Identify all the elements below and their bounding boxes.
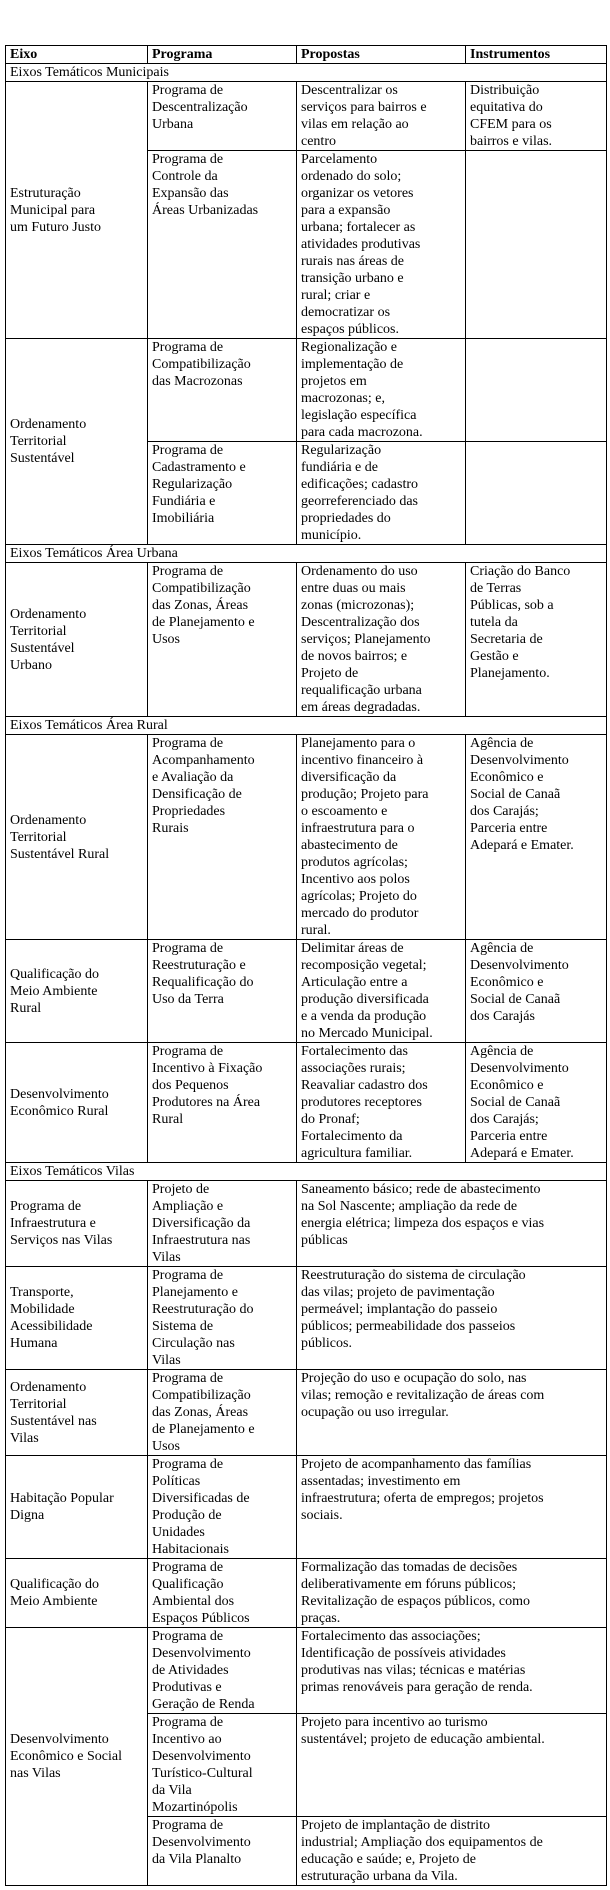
table-row xyxy=(6,1181,607,1267)
section-row xyxy=(6,717,607,735)
eixo-cell: Habitação Popular Digna xyxy=(6,1456,148,1559)
programa-cell: Programa de Planejamento e Reestruturação do Sistema de Circulação nas Vilas xyxy=(148,1267,297,1370)
eixo-cell: Ordenamento Territorial Sustentável xyxy=(6,339,148,545)
table-body xyxy=(6,64,607,1886)
header-instrumentos: Instrumentos xyxy=(466,46,607,64)
instrumentos-cell xyxy=(466,151,607,339)
table-row xyxy=(6,940,607,1043)
header-propostas: Propostas xyxy=(297,46,466,64)
table-row xyxy=(6,1043,607,1163)
programa-cell: Programa de Incentivo ao Desenvolvimento Turístico-Cultural da Vila Mozartinópolis xyxy=(148,1714,297,1817)
propostas-cell: Regionalização e implementação de projetos em macrozonas; e, legislação específica para cada macrozona. xyxy=(297,339,466,442)
instrumentos-cell: Agência de Desenvolvimento Econômico e Social de Canaã dos Carajás xyxy=(466,940,607,1043)
section-row xyxy=(6,545,607,563)
programa-cell: Programa de Controle da Expansão das Áreas Urbanizadas xyxy=(148,151,297,339)
section-row xyxy=(6,64,607,82)
table-row xyxy=(6,339,607,442)
section-row xyxy=(6,1163,607,1181)
programa-cell: Projeto de Ampliação e Diversificação da Infraestrutura nas Vilas xyxy=(148,1181,297,1267)
programa-cell: Programa de Compatibilização das Zonas, Áreas de Planejamento e Usos xyxy=(148,563,297,717)
eixo-cell: Estruturação Municipal para um Futuro Justo xyxy=(6,82,148,339)
programa-cell: Programa de Acompanhamento e Avaliação da Densificação de Propriedades Rurais xyxy=(148,735,297,940)
table-row xyxy=(6,735,607,940)
propostas-cell: Ordenamento do uso entre duas ou mais zonas (microzonas); Descentralização dos serviços; Planejamento de novos bairros; e Projeto de requalificação urbana em áreas degradadas. xyxy=(297,563,466,717)
header-eixo: Eixo xyxy=(6,46,148,64)
instrumentos-cell: Agência de Desenvolvimento Econômico e Social de Canaã dos Carajás; Parceria entre Adepará e Emater. xyxy=(466,735,607,940)
table-row xyxy=(6,1559,607,1628)
table-row xyxy=(6,1370,607,1456)
programa-cell: Programa de Descentralização Urbana xyxy=(148,82,297,151)
propostas-cell: Projeto para incentivo ao turismo sustentável; projeto de educação ambiental. xyxy=(297,1714,607,1817)
instrumentos-cell xyxy=(466,339,607,442)
table-row xyxy=(6,82,607,151)
section-title: Eixos Temáticos Municipais xyxy=(6,64,607,82)
header-programa: Programa xyxy=(148,46,297,64)
table-row xyxy=(6,1456,607,1559)
programa-cell: Programa de Reestruturação e Requalificação do Uso da Terra xyxy=(148,940,297,1043)
propostas-cell: Projeto de acompanhamento das famílias assentadas; investimento em infraestrutura; oferta de empregos; projetos sociais. xyxy=(297,1456,607,1559)
eixo-cell: Programa de Infraestrutura e Serviços nas Vilas xyxy=(6,1181,148,1267)
propostas-cell: Fortalecimento das associações; Identificação de possíveis atividades produtivas nas vilas; técnicas e matérias primas renováveis para geração de renda. xyxy=(297,1628,607,1714)
table-row xyxy=(6,1628,607,1714)
propostas-cell: Saneamento básico; rede de abastecimento na Sol Nascente; ampliação da rede de energia elétrica; limpeza dos espaços e vias públicas xyxy=(297,1181,607,1267)
eixos-table xyxy=(5,45,607,1886)
programa-cell: Programa de Desenvolvimento da Vila Planalto xyxy=(148,1817,297,1886)
programa-cell: Programa de Incentivo à Fixação dos Pequenos Produtores na Área Rural xyxy=(148,1043,297,1163)
propostas-cell: Projeto de implantação de distrito industrial; Ampliação dos equipamentos de educação e saúde; e, Projeto de estruturação urbana da Vila. xyxy=(297,1817,607,1886)
propostas-cell: Formalização das tomadas de decisões deliberativamente em fóruns públicos; Revitalização de espaços públicos, como praças. xyxy=(297,1559,607,1628)
eixo-cell: Transporte, Mobilidade Acessibilidade Humana xyxy=(6,1267,148,1370)
propostas-cell: Delimitar áreas de recomposição vegetal; Articulação entre a produção diversificada e a venda da produção no Mercado Municipal. xyxy=(297,940,466,1043)
instrumentos-cell: Agência de Desenvolvimento Econômico e Social de Canaã dos Carajás; Parceria entre Adepará e Emater. xyxy=(466,1043,607,1163)
instrumentos-cell: Distribuição equitativa do CFEM para os bairros e vilas. xyxy=(466,82,607,151)
propostas-cell: Fortalecimento das associações rurais; Reavaliar cadastro dos produtores receptores do Pronaf; Fortalecimento da agricultura familiar. xyxy=(297,1043,466,1163)
eixo-cell: Desenvolvimento Econômico e Social nas Vilas xyxy=(6,1628,148,1886)
propostas-cell: Descentralizar os serviços para bairros e vilas em relação ao centro xyxy=(297,82,466,151)
programa-cell: Programa de Qualificação Ambiental dos Espaços Públicos xyxy=(148,1559,297,1628)
section-title: Eixos Temáticos Vilas xyxy=(6,1163,607,1181)
table-row xyxy=(6,563,607,717)
instrumentos-cell: Criação do Banco de Terras Públicas, sob a tutela da Secretaria de Gestão e Planejamento. xyxy=(466,563,607,717)
propostas-cell: Planejamento para o incentivo financeiro à diversificação da produção; Projeto para o escoamento e infraestrutura para o abastecimento de produtos agrícolas; Incentivo aos polos agrícolas; Projeto do mercado do produtor rural. xyxy=(297,735,466,940)
propostas-cell: Reestruturação do sistema de circulação das vilas; projeto de pavimentação permeável; implantação do passeio públicos; permeabilidade dos passeios públicos. xyxy=(297,1267,607,1370)
header-row xyxy=(6,46,607,64)
programa-cell: Programa de Cadastramento e Regularização Fundiária e Imobiliária xyxy=(148,442,297,545)
propostas-cell: Projeção do uso e ocupação do solo, nas vilas; remoção e revitalização de áreas com ocupação ou uso irregular. xyxy=(297,1370,607,1456)
section-title: Eixos Temáticos Área Urbana xyxy=(6,545,607,563)
eixo-cell: Ordenamento Territorial Sustentável nas Vilas xyxy=(6,1370,148,1456)
programa-cell: Programa de Compatibilização das Macrozonas xyxy=(148,339,297,442)
eixo-cell: Ordenamento Territorial Sustentável Urbano xyxy=(6,563,148,717)
programa-cell: Programa de Compatibilização das Zonas, Áreas de Planejamento e Usos xyxy=(148,1370,297,1456)
instrumentos-cell xyxy=(466,442,607,545)
eixo-cell: Desenvolvimento Econômico Rural xyxy=(6,1043,148,1163)
eixo-cell: Qualificação do Meio Ambiente Rural xyxy=(6,940,148,1043)
programa-cell: Programa de Políticas Diversificadas de Produção de Unidades Habitacionais xyxy=(148,1456,297,1559)
programa-cell: Programa de Desenvolvimento de Atividades Produtivas e Geração de Renda xyxy=(148,1628,297,1714)
eixo-cell: Qualificação do Meio Ambiente xyxy=(6,1559,148,1628)
section-title: Eixos Temáticos Área Rural xyxy=(6,717,607,735)
eixo-cell: Ordenamento Territorial Sustentável Rural xyxy=(6,735,148,940)
propostas-cell: Parcelamento ordenado do solo; organizar os vetores para a expansão urbana; fortalecer as atividades produtivas rurais nas áreas de transição urbano e rural; criar e democratizar os espaços públicos. xyxy=(297,151,466,339)
propostas-cell: Regularização fundiária e de edificações; cadastro georreferenciado das propriedades do município. xyxy=(297,442,466,545)
table-row xyxy=(6,1267,607,1370)
